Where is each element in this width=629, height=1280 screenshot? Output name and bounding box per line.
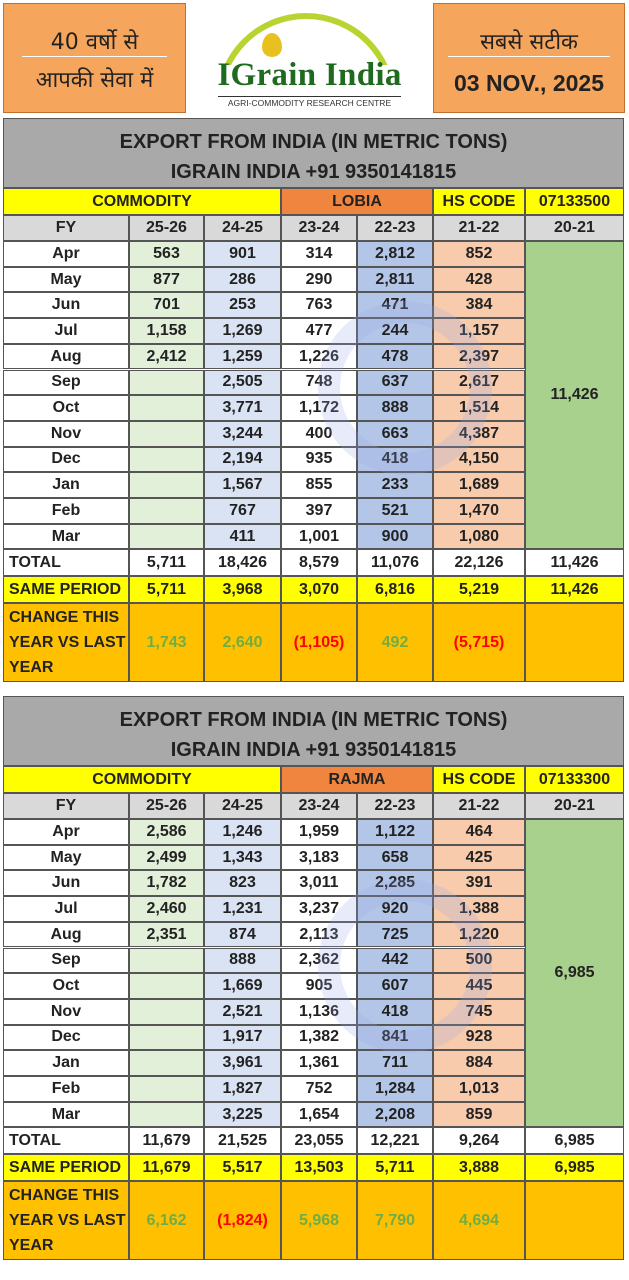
monthly-value: 500 [433, 948, 525, 974]
monthly-value: 3,183 [281, 845, 357, 871]
total-value: 5,711 [129, 549, 204, 576]
monthly-value: 637 [357, 370, 433, 396]
monthly-value: 1,470 [433, 498, 525, 524]
monthly-value: 1,782 [129, 870, 204, 896]
change-label: CHANGE THIS YEAR VS LAST YEAR [3, 603, 129, 682]
month-label: Aug [3, 922, 129, 948]
total-label: TOTAL [3, 549, 129, 576]
monthly-value: 888 [357, 395, 433, 421]
monthly-value: 725 [357, 922, 433, 948]
change-value: 492 [357, 603, 433, 682]
monthly-value: 900 [357, 524, 433, 550]
same-period-value: 5,219 [433, 576, 525, 603]
same-period-value: 11,679 [129, 1154, 204, 1181]
monthly-value: 767 [204, 498, 281, 524]
monthly-value [129, 447, 204, 473]
month-label: Feb [3, 498, 129, 524]
monthly-value: 471 [357, 292, 433, 318]
monthly-value: 3,225 [204, 1102, 281, 1128]
monthly-value: 888 [204, 948, 281, 974]
same-period-value: 5,517 [204, 1154, 281, 1181]
total-value: 8,579 [281, 549, 357, 576]
monthly-value: 397 [281, 498, 357, 524]
monthly-value [129, 421, 204, 447]
monthly-value: 2,397 [433, 344, 525, 370]
monthly-value: 477 [281, 318, 357, 344]
monthly-value: 290 [281, 267, 357, 293]
monthly-value: 563 [129, 241, 204, 267]
month-label: Oct [3, 973, 129, 999]
monthly-value: 1,388 [433, 896, 525, 922]
month-label: Aug [3, 344, 129, 370]
igrain-logo [188, 3, 431, 113]
monthly-value: 711 [357, 1050, 433, 1076]
monthly-value: 1,654 [281, 1102, 357, 1128]
hs-code-value: 07133500 [525, 188, 624, 215]
monthly-value: 658 [357, 845, 433, 871]
monthly-value: 1,220 [433, 922, 525, 948]
monthly-value: 2,617 [433, 370, 525, 396]
monthly-value: 521 [357, 498, 433, 524]
change-value: 1,743 [129, 603, 204, 682]
month-label: Dec [3, 447, 129, 473]
monthly-value: 2,521 [204, 999, 281, 1025]
month-label: Dec [3, 1025, 129, 1051]
annual-value-20-21: 6,985 [525, 819, 624, 1127]
monthly-value: 884 [433, 1050, 525, 1076]
total-value: 22,126 [433, 549, 525, 576]
monthly-value: 701 [129, 292, 204, 318]
logo-name: IGrain India [217, 57, 402, 93]
service-years-line1: 40 वर्षो से [50, 30, 139, 55]
monthly-value: 391 [433, 870, 525, 896]
same-period-value: 11,426 [525, 576, 624, 603]
monthly-value: 1,361 [281, 1050, 357, 1076]
month-label: Jan [3, 472, 129, 498]
same-period-value: 3,968 [204, 576, 281, 603]
monthly-value: 2,460 [129, 896, 204, 922]
monthly-value: 442 [357, 948, 433, 974]
year-header: 21-22 [433, 793, 525, 819]
monthly-value: 748 [281, 370, 357, 396]
monthly-value: 2,362 [281, 948, 357, 974]
monthly-value: 935 [281, 447, 357, 473]
monthly-value: 253 [204, 292, 281, 318]
report-date: 03 NOV., 2025 [453, 70, 605, 96]
table-title: EXPORT FROM INDIA (IN METRIC TONS) [119, 131, 508, 153]
monthly-value: 1,080 [433, 524, 525, 550]
monthly-value [129, 1050, 204, 1076]
year-header: 24-25 [204, 793, 281, 819]
monthly-value: 3,237 [281, 896, 357, 922]
monthly-value [129, 973, 204, 999]
monthly-value: 3,771 [204, 395, 281, 421]
year-header: 25-26 [129, 215, 204, 241]
monthly-value: 418 [357, 447, 433, 473]
divider [448, 56, 610, 57]
monthly-value: 1,246 [204, 819, 281, 845]
change-label: CHANGE THIS YEAR VS LAST YEAR [3, 1181, 129, 1260]
monthly-value: 607 [357, 973, 433, 999]
monthly-value: 852 [433, 241, 525, 267]
total-value: 11,076 [357, 549, 433, 576]
commodity-label: COMMODITY [3, 188, 281, 215]
monthly-value [129, 1025, 204, 1051]
hs-code-label: HS CODE [433, 766, 525, 793]
month-label: Mar [3, 524, 129, 550]
same-period-value: 5,711 [357, 1154, 433, 1181]
monthly-value: 384 [433, 292, 525, 318]
total-value: 9,264 [433, 1127, 525, 1154]
monthly-value: 1,172 [281, 395, 357, 421]
year-header: 20-21 [525, 215, 624, 241]
monthly-value: 2,586 [129, 819, 204, 845]
accuracy-slogan: सबसे सटीक [480, 30, 578, 55]
total-value: 21,525 [204, 1127, 281, 1154]
monthly-value: 1,259 [204, 344, 281, 370]
monthly-value: 1,567 [204, 472, 281, 498]
change-value: (5,715) [433, 603, 525, 682]
change-value [525, 1181, 624, 1260]
total-value: 11,679 [129, 1127, 204, 1154]
year-header: 24-25 [204, 215, 281, 241]
monthly-value: 920 [357, 896, 433, 922]
monthly-value: 1,382 [281, 1025, 357, 1051]
same-period-value: 5,711 [129, 576, 204, 603]
table-subtitle: IGRAIN INDIA +91 9350141815 [170, 161, 457, 183]
monthly-value: 2,208 [357, 1102, 433, 1128]
month-label: Jul [3, 896, 129, 922]
month-label: Mar [3, 1102, 129, 1128]
hs-code-value: 07133300 [525, 766, 624, 793]
month-label: Oct [3, 395, 129, 421]
month-label: Jul [3, 318, 129, 344]
monthly-value: 1,514 [433, 395, 525, 421]
logo-tagline: AGRI-COMMODITY RESEARCH CENTRE [218, 96, 401, 108]
monthly-value: 859 [433, 1102, 525, 1128]
total-value: 23,055 [281, 1127, 357, 1154]
monthly-value [129, 370, 204, 396]
monthly-value: 1,343 [204, 845, 281, 871]
monthly-value: 2,812 [357, 241, 433, 267]
month-label: Apr [3, 241, 129, 267]
table-title-bar [3, 118, 624, 188]
year-header: 21-22 [433, 215, 525, 241]
monthly-value: 928 [433, 1025, 525, 1051]
month-label: Jun [3, 870, 129, 896]
monthly-value: 4,150 [433, 447, 525, 473]
monthly-value [129, 948, 204, 974]
monthly-value: 1,269 [204, 318, 281, 344]
monthly-value [129, 524, 204, 550]
monthly-value: 745 [433, 999, 525, 1025]
year-header: 22-23 [357, 215, 433, 241]
year-header: 22-23 [357, 793, 433, 819]
same-period-value: 13,503 [281, 1154, 357, 1181]
month-label: Feb [3, 1076, 129, 1102]
monthly-value: 1,959 [281, 819, 357, 845]
report-date-box [433, 3, 625, 113]
monthly-value: 841 [357, 1025, 433, 1051]
same-period-label: SAME PERIOD [3, 1154, 129, 1181]
year-header: 23-24 [281, 793, 357, 819]
year-header: 20-21 [525, 793, 624, 819]
same-period-value: 3,070 [281, 576, 357, 603]
monthly-value: 2,811 [357, 267, 433, 293]
grain-icon [262, 33, 282, 57]
same-period-label: SAME PERIOD [3, 576, 129, 603]
monthly-value: 752 [281, 1076, 357, 1102]
total-value: 6,985 [525, 1127, 624, 1154]
monthly-value: 1,013 [433, 1076, 525, 1102]
fy-header: FY [3, 215, 129, 241]
year-header: 23-24 [281, 215, 357, 241]
month-label: May [3, 267, 129, 293]
month-label: Nov [3, 421, 129, 447]
table-title-bar [3, 696, 624, 766]
month-label: May [3, 845, 129, 871]
month-label: Sep [3, 948, 129, 974]
monthly-value: 901 [204, 241, 281, 267]
same-period-value: 6,985 [525, 1154, 624, 1181]
total-value: 18,426 [204, 549, 281, 576]
change-value [525, 603, 624, 682]
change-value: (1,824) [204, 1181, 281, 1260]
monthly-value: 244 [357, 318, 433, 344]
change-value: 4,694 [433, 1181, 525, 1260]
monthly-value: 1,158 [129, 318, 204, 344]
fy-header: FY [3, 793, 129, 819]
monthly-value: 1,669 [204, 973, 281, 999]
monthly-value: 763 [281, 292, 357, 318]
monthly-value [129, 472, 204, 498]
change-value: 7,790 [357, 1181, 433, 1260]
monthly-value: 445 [433, 973, 525, 999]
total-label: TOTAL [3, 1127, 129, 1154]
monthly-value: 418 [357, 999, 433, 1025]
monthly-value: 2,505 [204, 370, 281, 396]
total-value: 12,221 [357, 1127, 433, 1154]
monthly-value: 3,961 [204, 1050, 281, 1076]
service-years-line2: आपकी सेवा में [35, 68, 154, 93]
month-label: Jun [3, 292, 129, 318]
monthly-value [129, 1076, 204, 1102]
annual-value-20-21: 11,426 [525, 241, 624, 549]
year-header: 25-26 [129, 793, 204, 819]
monthly-value: 1,917 [204, 1025, 281, 1051]
monthly-value: 1,226 [281, 344, 357, 370]
monthly-value: 411 [204, 524, 281, 550]
monthly-value: 3,011 [281, 870, 357, 896]
monthly-value [129, 999, 204, 1025]
monthly-value: 2,194 [204, 447, 281, 473]
monthly-value: 1,157 [433, 318, 525, 344]
monthly-value: 874 [204, 922, 281, 948]
monthly-value: 2,285 [357, 870, 433, 896]
monthly-value: 2,113 [281, 922, 357, 948]
monthly-value: 1,284 [357, 1076, 433, 1102]
change-value: 5,968 [281, 1181, 357, 1260]
monthly-value: 823 [204, 870, 281, 896]
monthly-value: 663 [357, 421, 433, 447]
monthly-value: 425 [433, 845, 525, 871]
monthly-value: 1,136 [281, 999, 357, 1025]
same-period-value: 6,816 [357, 576, 433, 603]
monthly-value: 314 [281, 241, 357, 267]
monthly-value: 286 [204, 267, 281, 293]
monthly-value: 877 [129, 267, 204, 293]
monthly-value [129, 1102, 204, 1128]
monthly-value: 855 [281, 472, 357, 498]
same-period-value: 3,888 [433, 1154, 525, 1181]
month-label: Jan [3, 1050, 129, 1076]
monthly-value: 428 [433, 267, 525, 293]
commodity-name: LOBIA [281, 188, 433, 215]
month-label: Nov [3, 999, 129, 1025]
monthly-value: 1,122 [357, 819, 433, 845]
monthly-value: 478 [357, 344, 433, 370]
service-years-box [3, 3, 186, 113]
hs-code-label: HS CODE [433, 188, 525, 215]
divider [22, 56, 167, 57]
monthly-value [129, 395, 204, 421]
monthly-value: 400 [281, 421, 357, 447]
month-label: Apr [3, 819, 129, 845]
header-banner [0, 0, 629, 118]
monthly-value: 1,231 [204, 896, 281, 922]
monthly-value: 4,387 [433, 421, 525, 447]
month-label: Sep [3, 370, 129, 396]
monthly-value: 1,827 [204, 1076, 281, 1102]
monthly-value: 2,412 [129, 344, 204, 370]
commodity-name: RAJMA [281, 766, 433, 793]
monthly-value: 905 [281, 973, 357, 999]
monthly-value: 1,001 [281, 524, 357, 550]
change-value: (1,105) [281, 603, 357, 682]
monthly-value: 464 [433, 819, 525, 845]
table-title: EXPORT FROM INDIA (IN METRIC TONS) [119, 709, 508, 731]
commodity-label: COMMODITY [3, 766, 281, 793]
change-value: 6,162 [129, 1181, 204, 1260]
total-value: 11,426 [525, 549, 624, 576]
monthly-value: 2,499 [129, 845, 204, 871]
monthly-value [129, 498, 204, 524]
monthly-value: 233 [357, 472, 433, 498]
monthly-value: 1,689 [433, 472, 525, 498]
monthly-value: 3,244 [204, 421, 281, 447]
table-subtitle: IGRAIN INDIA +91 9350141815 [170, 739, 457, 761]
monthly-value: 2,351 [129, 922, 204, 948]
change-value: 2,640 [204, 603, 281, 682]
